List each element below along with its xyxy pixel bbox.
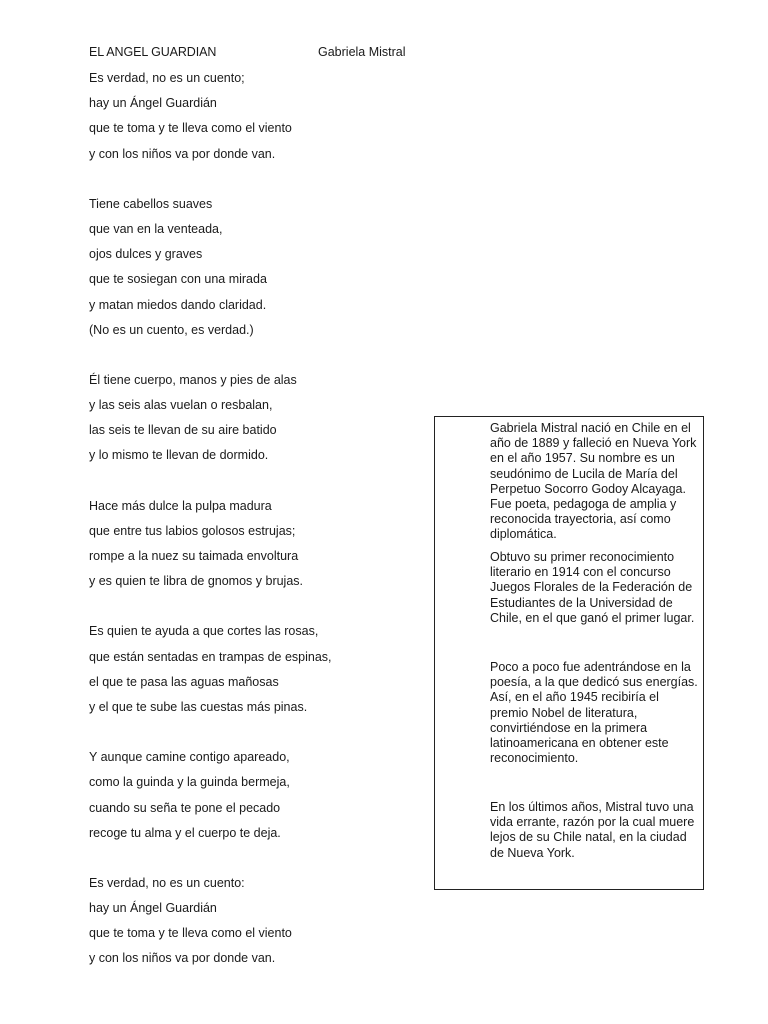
verse: Y aunque camine contigo apareado,: [89, 750, 290, 765]
verse: y las seis alas vuelan o resbalan,: [89, 398, 273, 413]
stanza-7: [89, 875, 409, 976]
verse: Es quien te ayuda a que cortes las rosas,: [89, 624, 319, 639]
verse: hay un Ángel Guardián: [89, 96, 217, 111]
verse: las seis te llevan de su aire batido: [89, 423, 277, 438]
verse: y matan miedos dando claridad.: [89, 297, 267, 312]
stanza-3: [89, 372, 409, 473]
verse: que están sentadas en trampas de espinas,: [89, 649, 332, 664]
verse: Hace más dulce la pulpa madura: [89, 498, 272, 513]
verse: Es verdad, no es un cuento;: [89, 71, 245, 85]
verse: que te sosiegan con una mirada: [89, 272, 267, 287]
verse: el que te pasa las aguas mañosas: [89, 674, 279, 689]
verse: y lo mismo te llevan de dormido.: [89, 448, 269, 463]
verse: (No es un cuento, es verdad.): [89, 322, 254, 337]
verse: Es verdad, no es un cuento:: [89, 875, 245, 890]
stanza-1: [89, 70, 409, 171]
verse: cuando su seña te pone el pecado: [89, 800, 281, 815]
biography-box: [434, 416, 704, 890]
verse: que te toma y te lleva como el viento: [89, 926, 292, 941]
poem-author: Gabriela Mistral: [318, 45, 406, 59]
stanza-6: [89, 749, 409, 850]
poem-title: EL ANGEL GUARDIAN: [89, 45, 217, 59]
verse: y es quien te libra de gnomos y brujas.: [89, 574, 304, 589]
stanza-2: [89, 196, 409, 347]
bio-paragraph: Obtuvo su primer reconocimiento literario en 1914 con el concurso Juegos Florales de la Federación de Estudiantes de la Universidad de Chile, en el que ganó el primer lugar.: [490, 550, 695, 625]
bio-paragraph: Gabriela Mistral nació en Chile en el año de 1889 y falleció en Nueva York en el año 1957. Su nombre es un seudónimo de Lucila de María del Perpetuo Socorro Godoy Alcayaga. Fue poeta, pedagoga de amplia y reconocida trayectoria, así como diplomática.: [490, 421, 697, 542]
verse: y el que te sube las cuestas más pinas.: [89, 699, 308, 714]
verse: que entre tus labios golosos estrujas;: [89, 523, 296, 538]
verse: rompe a la nuez su taimada envoltura: [89, 549, 299, 563]
verse: recoge tu alma y el cuerpo te deja.: [89, 825, 281, 840]
bio-paragraph: Poco a poco fue adentrándose en la poesía, a la que dedicó sus energías. Así, en el año 1945 recibiría el premio Nobel de literatura, convirtiéndose en la primera latinoamericana en obtener este reconocimiento.: [490, 660, 698, 766]
verse: hay un Ángel Guardián: [89, 901, 217, 916]
stanza-4: [89, 498, 409, 599]
verse: y con los niños va por donde van.: [89, 146, 276, 161]
verse: ojos dulces y graves: [89, 247, 203, 262]
verse: que te toma y te lleva como el viento: [89, 121, 292, 136]
verse: Él tiene cuerpo, manos y pies de alas: [89, 372, 297, 387]
verse: como la guinda y la guinda bermeja,: [89, 775, 290, 790]
stanza-5: [89, 623, 409, 724]
verse: Tiene cabellos suaves: [89, 196, 213, 211]
bio-paragraph: En los últimos años, Mistral tuvo una vida errante, razón por la cual muere lejos de su Chile natal, en la ciudad de Nueva York.: [490, 800, 695, 860]
poem-body: [89, 70, 409, 1001]
verse: y con los niños va por donde van.: [89, 951, 276, 966]
verse: que van en la venteada,: [89, 221, 223, 236]
